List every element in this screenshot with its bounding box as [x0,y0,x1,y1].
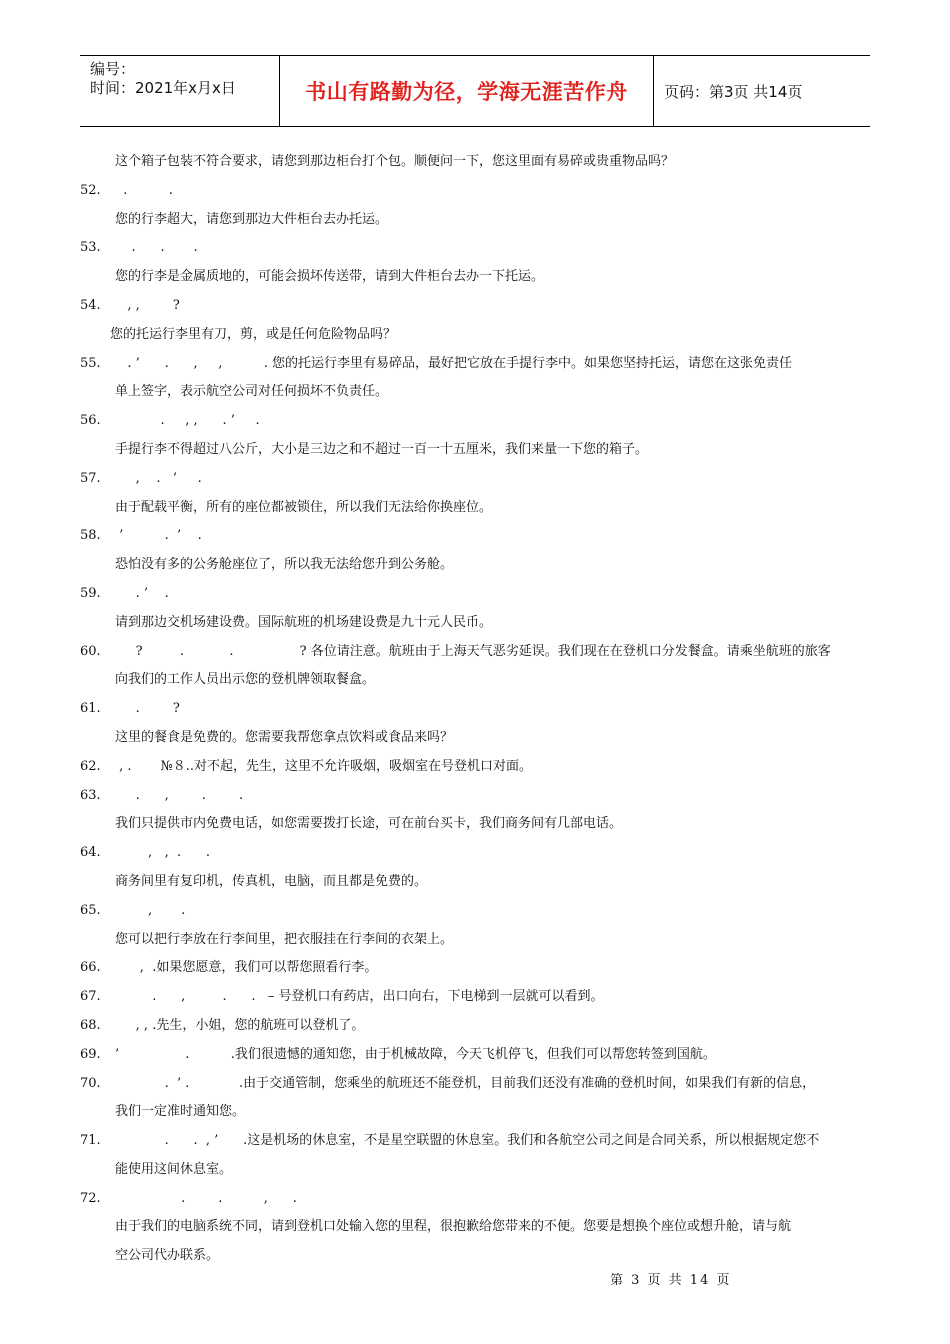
text-line [80,1098,870,1127]
line-text: ’ . ’ . [115,528,202,544]
text-line [80,1012,870,1041]
item-number: 62. [80,758,101,774]
line-text: . . , ’ .这是机场的休息室，不是星空联盟的休息室。我们和各航空公司之间是合同关系，所以根据规定您不 [115,1133,820,1149]
text-line [80,695,870,724]
text-line [80,897,870,926]
line-text: . ? [115,701,180,717]
line-text: 手提行李不得超过八公斤，大小是三边之和不超过一百一十五厘米，我们来量一下您的箱子。 [115,441,649,457]
text-line [80,263,870,292]
item-number: 61. [80,701,101,717]
item-number: 69. [80,1046,101,1062]
text-line [80,1213,870,1242]
text-line [80,177,870,206]
text-line [80,1156,870,1185]
text-line [80,1127,870,1156]
text-line [80,839,870,868]
line-text: , . №８..对不起，先生，这里不允许吸烟，吸烟室在号登机口对面。 [115,758,533,774]
line-text: ’ . .我们很遗憾的通知您，由于机械故障，今天飞机停飞，但我们可以帮您转签到国航。 [115,1046,716,1062]
line-text: . . . [115,240,198,256]
line-text: , .如果您愿意，我们可以帮您照看行李。 [115,960,378,976]
line-text: . , , . ’ . [115,413,260,429]
text-line [80,1242,870,1271]
item-number: 60. [80,643,101,659]
item-number: 70. [80,1075,101,1091]
item-number: 68. [80,1017,101,1033]
line-text: 恐怕没有多的公务舱座位了，所以我无法给您升到公务舱。 [115,557,454,573]
item-number: 58. [80,528,101,544]
item-number: 67. [80,989,101,1005]
text-line [80,206,870,235]
line-text: 由于配载平衡，所有的座位都被锁住，所以我们无法给你换座位。 [115,499,493,515]
line-text: ? . . ? 各位请注意。航班由于上海天气恶劣延误。我们现在在登机口分发餐盒。请乘坐航班的旅客 [115,643,831,659]
line-text: . , . . – 号登机口有药店，出口向右，下电梯到一层就可以看到。 [115,989,604,1005]
item-number: 56. [80,413,101,429]
item-number: 72. [80,1190,101,1206]
text-line [80,1070,870,1099]
item-number: 65. [80,902,101,918]
text-line [80,494,870,523]
header-page-info: 页码：第3页 共14页 [664,82,803,101]
text-line [80,522,870,551]
line-text: . ’ . [115,585,169,601]
line-text: 您的行李超大，请您到那边大件柜台去办托运。 [115,211,389,227]
item-number: 54. [80,297,101,313]
text-line [80,810,870,839]
line-text: , , .先生，小姐，您的航班可以登机了。 [115,1017,365,1033]
text-line [80,407,870,436]
line-text: 请到那边交机场建设费。国际航班的机场建设费是九十元人民币。 [115,614,493,630]
text-line [80,753,870,782]
line-text: , , . . [115,845,211,861]
line-text: 向我们的工作人员出示您的登机牌领取餐盒。 [115,672,376,688]
line-text: 能使用这间休息室。 [115,1161,233,1177]
text-line [80,234,870,263]
text-line [80,148,870,177]
line-text: 您的托运行李里有刀，剪，或是任何危险物品吗？ [110,326,397,342]
text-line [80,350,870,379]
line-text: . ’ . , , . 您的托运行李里有易碎品，最好把它放在手提行李中。如果您坚持托运，请您在这张免责任 [115,355,793,371]
line-text: 您的行李是金属质地的，可能会损坏传送带，请到大件柜台去办一下托运。 [115,269,545,285]
line-text: 商务间里有复印机，传真机，电脑，而且都是免费的。 [115,873,428,889]
item-number: 63. [80,787,101,803]
page-header [80,55,870,127]
text-line [80,724,870,753]
line-text: . . , . [115,1190,297,1206]
text-line [80,609,870,638]
item-number: 52. [80,182,101,198]
header-meta [80,56,280,126]
item-number: 53. [80,240,101,256]
item-number: 64. [80,845,101,861]
document-number-label: 编号： [90,60,136,78]
line-text: 这里的餐食是免费的。您需要我帮您拿点饮料或食品来吗？ [115,729,454,745]
line-text: . , . . [115,787,244,803]
text-line [80,954,870,983]
text-line [80,436,870,465]
line-text: , . ’ . [115,470,202,486]
text-line [80,782,870,811]
item-number: 71. [80,1133,101,1149]
text-line [80,321,870,350]
page-footer: 第 3 页 共 14 页 [610,1273,732,1288]
text-line [80,378,870,407]
line-text: 空公司代办联系。 [115,1248,220,1264]
line-text: 这个箱子包装不符合要求，请您到那边柜台打个包。顺便问一下，您这里面有易碎或贵重物品吗？ [115,154,675,169]
text-line [80,1041,870,1070]
text-line [80,666,870,695]
text-line [80,926,870,955]
line-text: , , ? [115,297,180,313]
line-text: 单上签字，表示航空公司对任何损坏不负责任。 [115,384,389,400]
line-text: 我们一定准时通知您。 [115,1104,246,1120]
text-line [80,580,870,609]
line-text: . . [115,182,173,198]
item-number: 55. [80,355,101,371]
line-text: , . [115,902,186,918]
text-line [80,292,870,321]
text-line [80,1185,870,1214]
item-number: 59. [80,585,101,601]
line-text: . ’ . .由于交通管制，您乘坐的航班还不能登机，目前我们还没有准确的登机时间，如果我们有新的信息， [115,1075,816,1091]
text-line [80,638,870,667]
text-line [80,983,870,1012]
header-motto: 书山有路勤为径，学海无涯苦作舟 [280,56,654,126]
text-line [80,551,870,580]
line-text: 由于我们的电脑系统不同，请到登机口处输入您的里程，很抱歉给您带来的不便。您要是想换个座位或想升舱，请与航 [115,1219,792,1235]
line-text: 我们只提供市内免费电话，如您需要拨打长途，可在前台买卡，我们商务间有几部电话。 [115,816,623,832]
document-body [80,148,870,1271]
text-line [80,868,870,897]
line-text: 您可以把行李放在行李间里，把衣服挂在行李间的衣架上。 [115,931,454,947]
item-number: 57. [80,470,101,486]
document-time-label: 时间：2021年x月x日 [90,79,236,97]
item-number: 66. [80,960,101,976]
text-line [80,465,870,494]
